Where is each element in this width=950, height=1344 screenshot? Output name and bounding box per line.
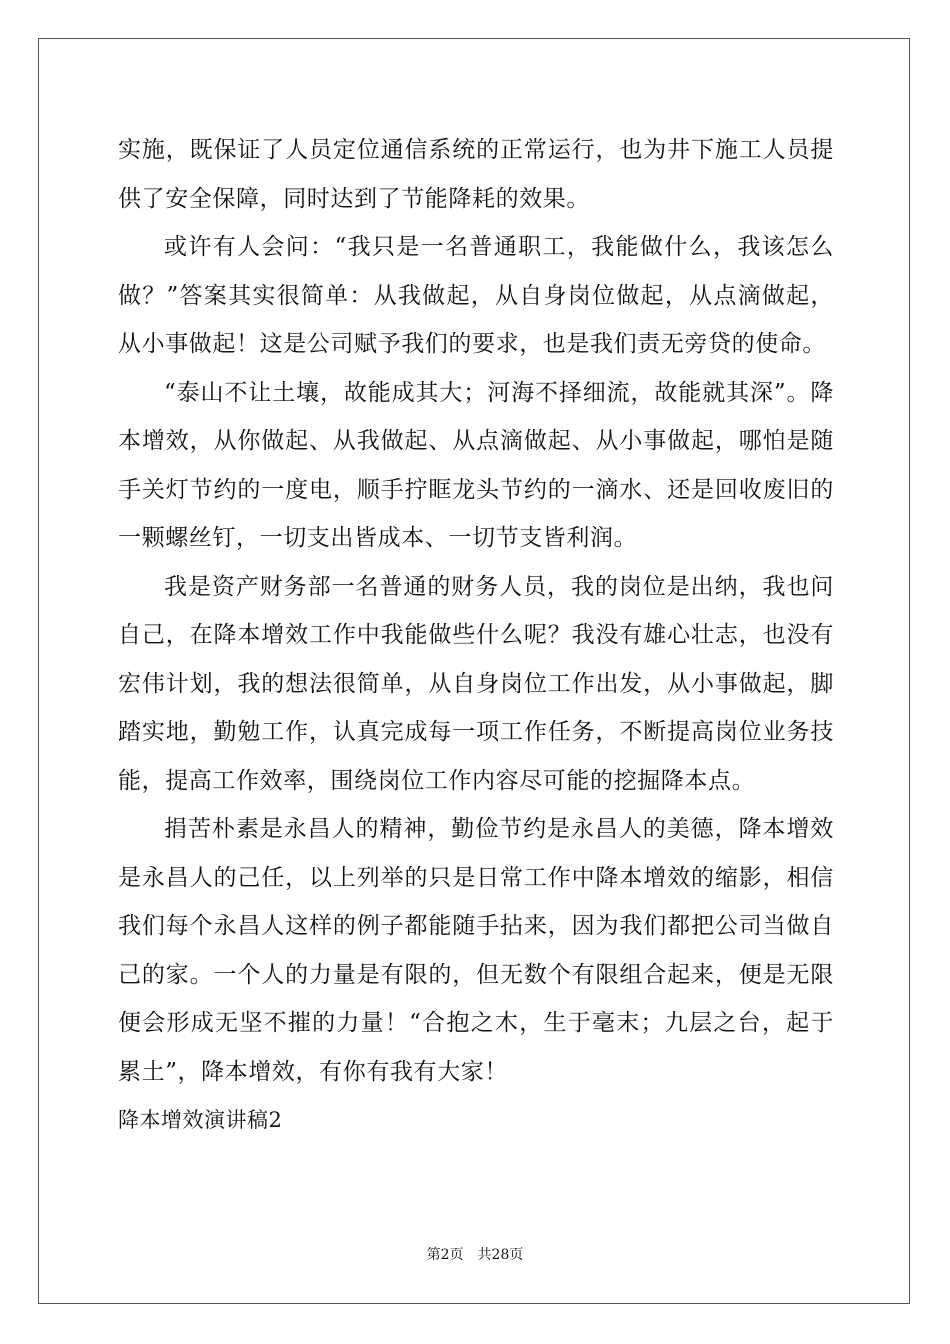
paragraph: 我是资产财务部一名普通的财务人员，我的岗位是出纳，我也问自己，在降本增效工作中我能做些什么呢？我没有雄心壮志，也没有宏伟计划，我的想法很简单，从自身岗位工作出发，从小事做起，脚踏实地，勤勉工作，认真完成每一项工作任务，不断提高岗位业务技能，提高工作效率，围绕岗位工作内容尽可能的挖掘降本点。	[118, 573, 834, 794]
paragraph-continuation: 实施，既保证了人员定位通信系统的正常运行，也为井下施工人员提供了安全保障，同时达到了节能降耗的效果。	[118, 137, 834, 212]
page-footer	[0, 1244, 950, 1264]
paragraph: 或许有人会问：“我只是一名普通职工，我能做什么，我该怎么做？”答案其实很简单：从我做起，从自身岗位做起，从点滴做起，从小事做起！这是公司赋予我们的要求，也是我们责无旁贷的使命。	[118, 234, 834, 357]
paragraph: “泰山不让土壤，故能成其大；河海不择细流，故能就其深”。降本增效，从你做起、从我做起、从点滴做起、从小事做起，哪怕是随手关灯节约的一度电，顺手拧眶龙头节约的一滴水、还是回收废旧的一颗螺丝钉，一切支出皆成本、一切节支皆利润。	[118, 379, 834, 551]
section-heading: 降本增效演讲稿2	[118, 1108, 283, 1132]
page-number: 第2页	[426, 1247, 464, 1263]
document-body	[118, 126, 834, 1144]
page-total: 共28页	[477, 1247, 524, 1263]
paragraph: 捐苦朴素是永昌人的精神，勤俭节约是永昌人的美德，降本增效是永昌人的己任，以上列举的只是日常工作中降本增效的缩影，相信我们每个永昌人这样的例子都能随手拈来，因为我们都把公司当做自己的家。一个人的力量是有限的，但无数个有限组合起来，便是无限便会形成无坚不摧的力量！“合抱之木，生于毫末；九层之台，起于累土”，降本增效，有你有我有大家！	[118, 816, 834, 1085]
